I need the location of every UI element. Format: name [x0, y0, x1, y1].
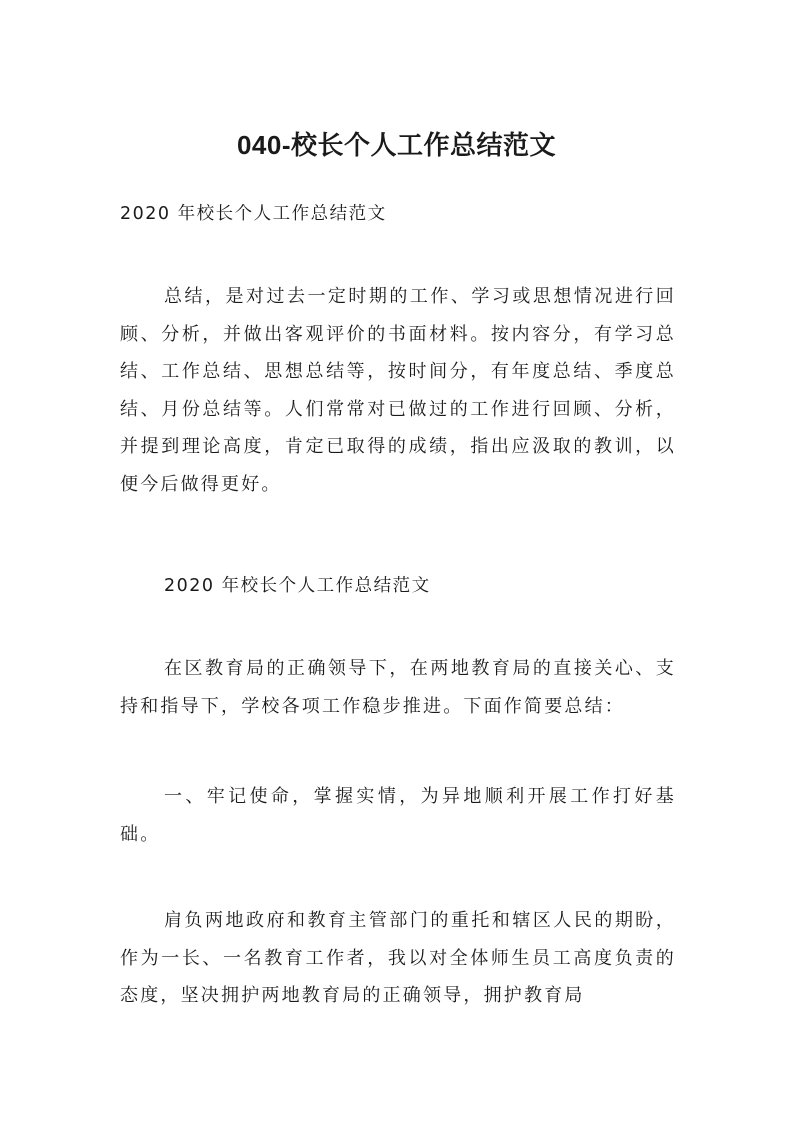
document-title: 040-校长个人工作总结范文	[236, 130, 557, 160]
body-paragraph-1: 在区教育局的正确领导下，在两地教育局的直接关心、支持和指导下，学校各项工作稳步推进。下面作简要总结：	[120, 658, 676, 717]
section-heading: 2020 年校长个人工作总结范文	[164, 576, 431, 596]
document-subtitle: 2020 年校长个人工作总结范文	[120, 204, 387, 224]
body-paragraph-3: 肩负两地政府和教育主管部门的重托和辖区人民的期盼，作为一长、一名教育工作者，我以对全体师生员工高度负责的态度，坚决拥护两地教育局的正确领导，拥护教育局	[120, 910, 676, 1006]
intro-paragraph: 总结，是对过去一定时期的工作、学习或思想情况进行回顾、分析，并做出客观评价的书面材料。按内容分，有学习总结、工作总结、思想总结等，按时间分，有年度总结、季度总结、月份总结等。人们常常对已做过的工作进行回顾、分析，并提到理论高度，肯定已取得的成绩，指出应汲取的教训，以便今后做得更好。	[120, 286, 676, 495]
body-paragraph-2: 一、牢记使命，掌握实情，为异地顺利开展工作打好基础。	[120, 786, 676, 845]
